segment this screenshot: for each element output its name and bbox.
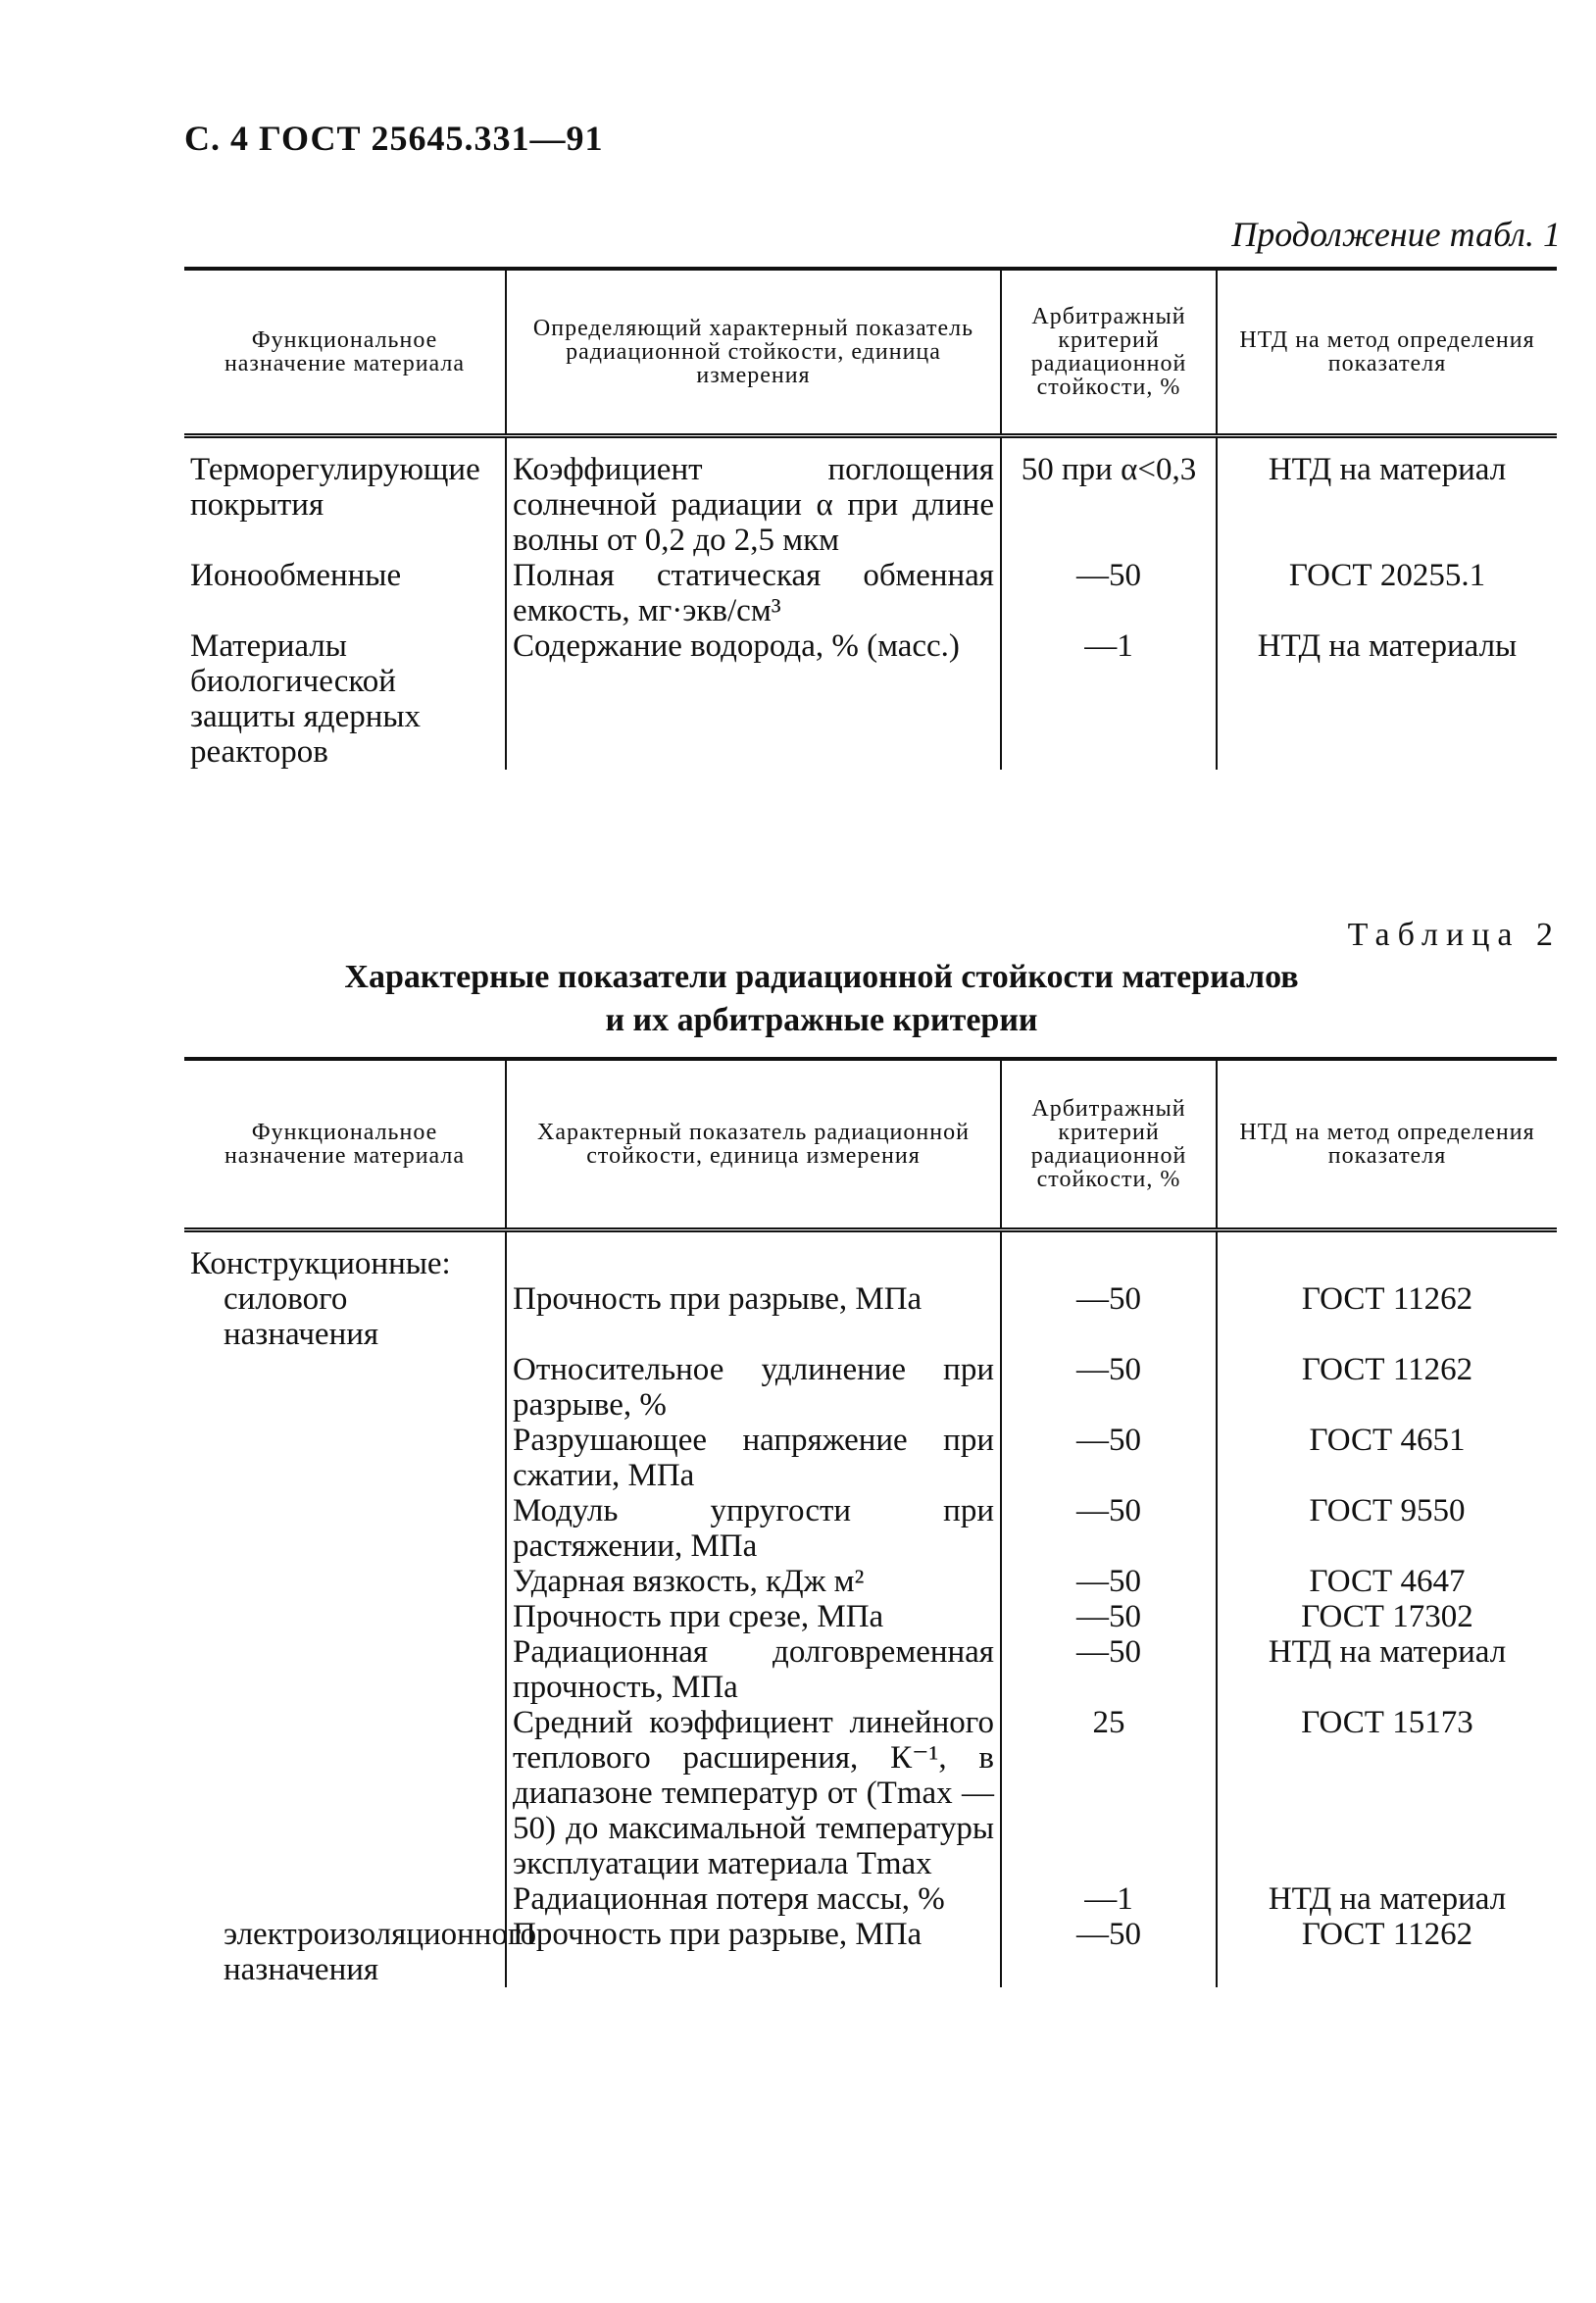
ntd-cell: ГОСТ 15173 bbox=[1217, 1705, 1557, 1881]
group-heading-row bbox=[184, 1230, 1557, 1282]
characteristic-cell: Ударная вязкость, кДж м² bbox=[506, 1564, 1001, 1599]
table-row bbox=[184, 1423, 1557, 1493]
table-row bbox=[184, 1564, 1557, 1599]
column-header-characteristic: Характерный показатель радиационной стойкости, единица измерения bbox=[506, 1059, 1001, 1230]
table-header-row bbox=[184, 269, 1557, 436]
characteristic-cell: Содержание водорода, % (масс.) bbox=[506, 628, 1001, 770]
column-header-criterion: Арбитражный критерий радиационной стойкости, % bbox=[1001, 269, 1217, 436]
table-2 bbox=[184, 1057, 1557, 1987]
criterion-cell: —1 bbox=[1001, 1881, 1217, 1917]
table-header-row bbox=[184, 1059, 1557, 1230]
subgroup-power-purpose: силового назначения bbox=[224, 1281, 379, 1352]
criterion-cell: —50 bbox=[1001, 1352, 1217, 1423]
column-header-material: Функциональное назначение материала bbox=[224, 327, 466, 376]
material-cell: Материалы биологической защиты ядерных реакторов bbox=[190, 628, 422, 770]
criterion-cell: —50 bbox=[1001, 558, 1217, 628]
material-cell: Ионообменные bbox=[190, 558, 402, 593]
material-cell: Терморегулирующие покрытия bbox=[190, 452, 480, 523]
characteristic-cell: Радиационная потеря массы, % bbox=[506, 1881, 1001, 1917]
subgroup-electrical-purpose: электроизоляционного назначения bbox=[224, 1917, 537, 1987]
characteristic-cell: Средний коэффициент линейного теплового расширения, К⁻¹, в диапазоне температур от (Tmax — 50) до максимальной температуры эксплуатации материала Tmax bbox=[506, 1705, 1001, 1881]
ntd-cell: НТД на материал bbox=[1217, 1634, 1557, 1705]
criterion-cell: —50 bbox=[1001, 1423, 1217, 1493]
table-row bbox=[184, 1634, 1557, 1705]
ntd-cell: ГОСТ 9550 bbox=[1217, 1493, 1557, 1564]
criterion-cell: 50 при α<0,3 bbox=[1001, 436, 1217, 559]
ntd-cell: ГОСТ 20255.1 bbox=[1217, 558, 1557, 628]
table-1-continuation bbox=[184, 267, 1557, 770]
characteristic-cell: Прочность при срезе, МПа bbox=[506, 1599, 1001, 1634]
ntd-cell: НТД на материалы bbox=[1217, 628, 1557, 770]
table-row bbox=[184, 436, 1557, 559]
ntd-cell: ГОСТ 17302 bbox=[1217, 1599, 1557, 1634]
ntd-cell: ГОСТ 11262 bbox=[1217, 1917, 1557, 1987]
table-row bbox=[184, 1917, 1557, 1987]
criterion-cell: —1 bbox=[1001, 628, 1217, 770]
table-row bbox=[184, 1599, 1557, 1634]
column-header-criterion: Арбитражный критерий радиационной стойкости, % bbox=[1001, 1059, 1217, 1230]
table-2-label: Таблица 2 bbox=[1347, 917, 1561, 953]
table-row bbox=[184, 628, 1557, 770]
ntd-cell: НТД на материал bbox=[1217, 1881, 1557, 1917]
column-header-material: Функциональное назначение материала bbox=[224, 1120, 466, 1169]
table-row bbox=[184, 558, 1557, 628]
ntd-cell: ГОСТ 4651 bbox=[1217, 1423, 1557, 1493]
criterion-cell: —50 bbox=[1001, 1917, 1217, 1987]
characteristic-cell: Относительное удлинение при разрыве, % bbox=[506, 1352, 1001, 1423]
table-row bbox=[184, 1281, 1557, 1352]
table-continuation-label: Продолжение табл. 1 bbox=[1231, 215, 1561, 254]
ntd-cell: ГОСТ 11262 bbox=[1217, 1281, 1557, 1352]
characteristic-cell: Прочность при разрыве, МПа bbox=[506, 1917, 1001, 1987]
table-2-title-continued: и их арбитражные критерии bbox=[605, 1002, 1038, 1038]
table-2-title: Характерные показатели радиационной стойкости материалов bbox=[344, 959, 1299, 995]
criterion-cell: 25 bbox=[1001, 1705, 1217, 1881]
characteristic-cell: Разрушающее напряжение при сжатии, МПа bbox=[506, 1423, 1001, 1493]
table-row bbox=[184, 1705, 1557, 1881]
group-heading: Конструкционные: bbox=[190, 1246, 451, 1281]
characteristic-cell: Прочность при разрыве, МПа bbox=[506, 1281, 1001, 1352]
column-header-characteristic: Определяющий характерный показатель радиационной стойкости, единица измерения bbox=[506, 269, 1001, 436]
column-header-ntd: НТД на метод определения показателя bbox=[1217, 1059, 1557, 1230]
table-row bbox=[184, 1352, 1557, 1423]
characteristic-cell: Полная статическая обменная емкость, мг·экв/см³ bbox=[506, 558, 1001, 628]
characteristic-cell: Радиационная долговременная прочность, МПа bbox=[506, 1634, 1001, 1705]
criterion-cell: —50 bbox=[1001, 1493, 1217, 1564]
criterion-cell: —50 bbox=[1001, 1599, 1217, 1634]
ntd-cell: НТД на материал bbox=[1217, 436, 1557, 559]
characteristic-cell: Модуль упругости при растяжении, МПа bbox=[506, 1493, 1001, 1564]
criterion-cell: —50 bbox=[1001, 1634, 1217, 1705]
ntd-cell: ГОСТ 4647 bbox=[1217, 1564, 1557, 1599]
table-row bbox=[184, 1881, 1557, 1917]
criterion-cell: —50 bbox=[1001, 1281, 1217, 1352]
table-row bbox=[184, 1493, 1557, 1564]
characteristic-cell: Коэффициент поглощения солнечной радиации α при длине волны от 0,2 до 2,5 мкм bbox=[506, 436, 1001, 559]
ntd-cell: ГОСТ 11262 bbox=[1217, 1352, 1557, 1423]
page-header: С. 4 ГОСТ 25645.331—91 bbox=[184, 119, 604, 158]
column-header-ntd: НТД на метод определения показателя bbox=[1217, 269, 1557, 436]
criterion-cell: —50 bbox=[1001, 1564, 1217, 1599]
